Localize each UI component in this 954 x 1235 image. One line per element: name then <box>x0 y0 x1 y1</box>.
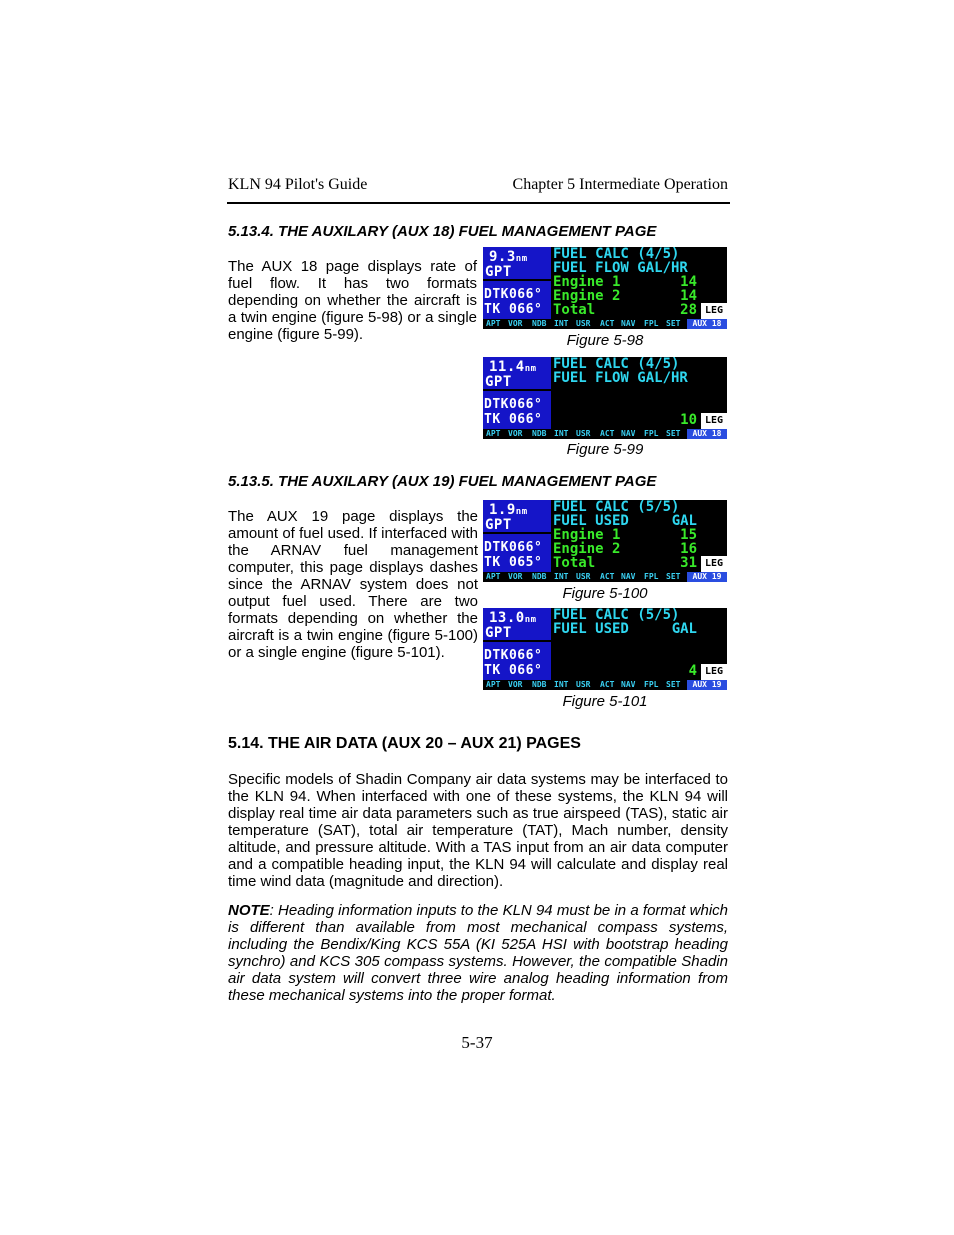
section-title-aux19: 5.13.5. THE AUXILARY (AUX 19) FUEL MANAGEMENT PAGE <box>228 473 657 490</box>
distance-unit: nm <box>515 254 528 264</box>
page-group-bar <box>483 429 727 439</box>
page-title: FUEL CALC (5/5) <box>553 499 680 515</box>
fuel-row-label: Engine 1 <box>553 274 621 290</box>
desired-track: DTK066° <box>484 648 543 663</box>
nav-panel <box>483 247 551 319</box>
distance-unit: nm <box>515 507 528 517</box>
page-title: FUEL CALC (4/5) <box>553 246 680 262</box>
note-text: : Heading information inputs to the KLN 94 must be in a format which is different than available from most mechanical compass systems, including the Bendix/King KCS 55A (KI 525A HSI with bootstrap heading synchro) and KCS 305 compass systems. However, the compatible Shadin air data system will convert three wire analog heading information from these mechanical systems into the proper format. <box>228 902 728 1004</box>
page-group-label: VOR <box>508 680 523 689</box>
page-subtitle-line <box>553 622 697 637</box>
air-data-note <box>228 902 728 1004</box>
page-group-label: NDB <box>532 319 547 328</box>
nav-panel <box>483 500 551 572</box>
page-group-label: USR <box>576 319 591 328</box>
actual-track: TK 065° <box>484 555 543 570</box>
page-subtitle: FUEL FLOW GAL/HR <box>553 260 688 276</box>
waypoint-id: GPT <box>485 264 512 280</box>
distance-unit: nm <box>524 364 537 374</box>
nav-panel <box>483 357 551 429</box>
air-data-paragraph: Specific models of Shadin Company air data systems may be interfaced to the KLN 94. When interfaced with one of these systems, the KLN 94 will display real time air data parameters such as true airspeed (TAS), static air temperature (SAT), total air temperature (TAT), Mach number, density altitude, and pressure altitude. With a TAS input from an air data computer and a compatible heading input, the KLN 94 will calculate and display real time wind data (magnitude and direction). <box>228 771 728 890</box>
page-group-label: NDB <box>532 429 547 438</box>
page-group-label: SET <box>666 319 681 328</box>
leg-mode-badge: LEG <box>701 556 727 572</box>
page-group-label: NDB <box>532 680 547 689</box>
page-group-bar <box>483 680 727 690</box>
aux19-paragraph: The AUX 19 page displays the amount of fuel used. If interfaced with the ARNAV fuel management computer, this page displays dashes since the ARNAV system does not output fuel used. There are two formats depending on whether the aircraft is a twin engine (figure 5-100) or a single engine (figure 5-101). <box>228 508 478 661</box>
page-group-label: USR <box>576 429 591 438</box>
leg-mode-badge: LEG <box>701 303 727 319</box>
page-group-bar <box>483 319 727 329</box>
aux18-body <box>228 258 477 343</box>
page-subtitle: FUEL USED <box>553 621 629 637</box>
fuel-row-label: Total <box>553 302 596 318</box>
nav-panel <box>483 608 551 680</box>
page-group-bar <box>483 572 727 582</box>
page-group-label: USR <box>576 680 591 689</box>
page-group-label: NAV <box>621 429 636 438</box>
header-rule <box>227 202 730 204</box>
page-group-label: VOR <box>508 572 523 581</box>
page-group-label: SET <box>666 680 681 689</box>
page-group-label: VOR <box>508 319 523 328</box>
kln-display <box>483 500 727 582</box>
distance-value: 1.9 <box>489 502 516 518</box>
page-group-label: NAV <box>621 680 636 689</box>
page-group-label: APT <box>486 319 501 328</box>
desired-track: DTK066° <box>484 397 543 412</box>
page-group-label: ACT <box>600 319 615 328</box>
leg-mode-badge: LEG <box>701 664 727 680</box>
header-right: Chapter 5 Intermediate Operation <box>512 176 728 193</box>
fuel-row-label: Engine 1 <box>553 527 621 543</box>
fuel-row <box>553 303 697 318</box>
page-group-label: INT <box>554 319 569 328</box>
fuel-row-label: Engine 2 <box>553 288 621 304</box>
header-left: KLN 94 Pilot's Guide <box>228 176 368 193</box>
waypoint-id: GPT <box>485 625 512 641</box>
waypoint-id: GPT <box>485 374 512 390</box>
page-number: 5-37 <box>461 1033 493 1052</box>
actual-track: TK 066° <box>484 663 543 678</box>
page-group-label: ACT <box>600 572 615 581</box>
fuel-row-value: 28 <box>680 302 697 318</box>
distance-value: 11.4 <box>489 359 525 375</box>
page-group-label: INT <box>554 680 569 689</box>
fuel-row <box>553 556 697 571</box>
page-group-label: INT <box>554 572 569 581</box>
page-subtitle: FUEL FLOW GAL/HR <box>553 370 688 386</box>
page-group-label: APT <box>486 429 501 438</box>
actual-track: TK 066° <box>484 302 543 317</box>
kln-display <box>483 357 727 439</box>
page-group-label: ACT <box>600 429 615 438</box>
aux18-paragraph: The AUX 18 page displays rate of fuel flow. It has two formats depending on whether the aircraft is a twin engine (figure 5-98) or a single engine (figure 5-99). <box>228 258 477 343</box>
figure-caption: Figure 5-101 <box>562 693 648 710</box>
page-group-label: APT <box>486 572 501 581</box>
page-title: FUEL CALC (4/5) <box>553 356 680 372</box>
page-group-label: FPL <box>644 429 659 438</box>
page-group-label: INT <box>554 429 569 438</box>
kln-display <box>483 608 727 690</box>
fuel-single-value: 4 <box>688 663 697 679</box>
page-group-label: SET <box>666 429 681 438</box>
aux-page-badge: AUX 19 <box>687 680 727 690</box>
fuel-row-value: 15 <box>680 527 697 543</box>
section-title-air-data: 5.14. THE AIR DATA (AUX 20 – AUX 21) PAGES <box>228 735 581 752</box>
leg-mode-badge: LEG <box>701 413 727 429</box>
waypoint-id: GPT <box>485 517 512 533</box>
fuel-single-value: 10 <box>680 412 697 428</box>
section-title-aux18: 5.13.4. THE AUXILARY (AUX 18) FUEL MANAGEMENT PAGE <box>228 223 657 240</box>
note-label: NOTE <box>228 902 270 919</box>
page-group-label: FPL <box>644 572 659 581</box>
fuel-row-value: 14 <box>680 274 697 290</box>
figure-caption: Figure 5-100 <box>562 585 648 602</box>
fuel-row-label: Total <box>553 555 596 571</box>
subtitle-unit: GAL <box>671 621 697 637</box>
page-group-label: NAV <box>621 319 636 328</box>
desired-track: DTK066° <box>484 287 543 302</box>
page-group-label: FPL <box>644 680 659 689</box>
page-group-label: NDB <box>532 572 547 581</box>
fuel-row-value: 16 <box>680 541 697 557</box>
aux-page-badge: AUX 18 <box>687 319 727 329</box>
page-group-label: NAV <box>621 572 636 581</box>
fuel-row-value: 14 <box>680 288 697 304</box>
distance-value: 13.0 <box>489 610 525 626</box>
page-title: FUEL CALC (5/5) <box>553 607 680 623</box>
page-group-label: APT <box>486 680 501 689</box>
page-group-label: FPL <box>644 319 659 328</box>
page-subtitle: FUEL USED <box>553 513 629 529</box>
desired-track: DTK066° <box>484 540 543 555</box>
air-data-body <box>228 771 728 1004</box>
aux19-body <box>228 508 478 661</box>
fuel-row-label: Engine 2 <box>553 541 621 557</box>
page-group-label: ACT <box>600 680 615 689</box>
page-group-label: USR <box>576 572 591 581</box>
page-group-label: SET <box>666 572 681 581</box>
subtitle-unit: GAL <box>671 513 697 529</box>
distance-value: 9.3 <box>489 249 516 265</box>
kln-display <box>483 247 727 329</box>
aux-page-badge: AUX 19 <box>687 572 727 582</box>
page-group-label: VOR <box>508 429 523 438</box>
figure-caption: Figure 5-98 <box>566 332 644 349</box>
fuel-row-value: 31 <box>680 555 697 571</box>
actual-track: TK 066° <box>484 412 543 427</box>
figure-caption: Figure 5-99 <box>566 441 644 458</box>
aux-page-badge: AUX 18 <box>687 429 727 439</box>
page-subtitle-line <box>553 371 697 386</box>
distance-unit: nm <box>524 615 537 625</box>
